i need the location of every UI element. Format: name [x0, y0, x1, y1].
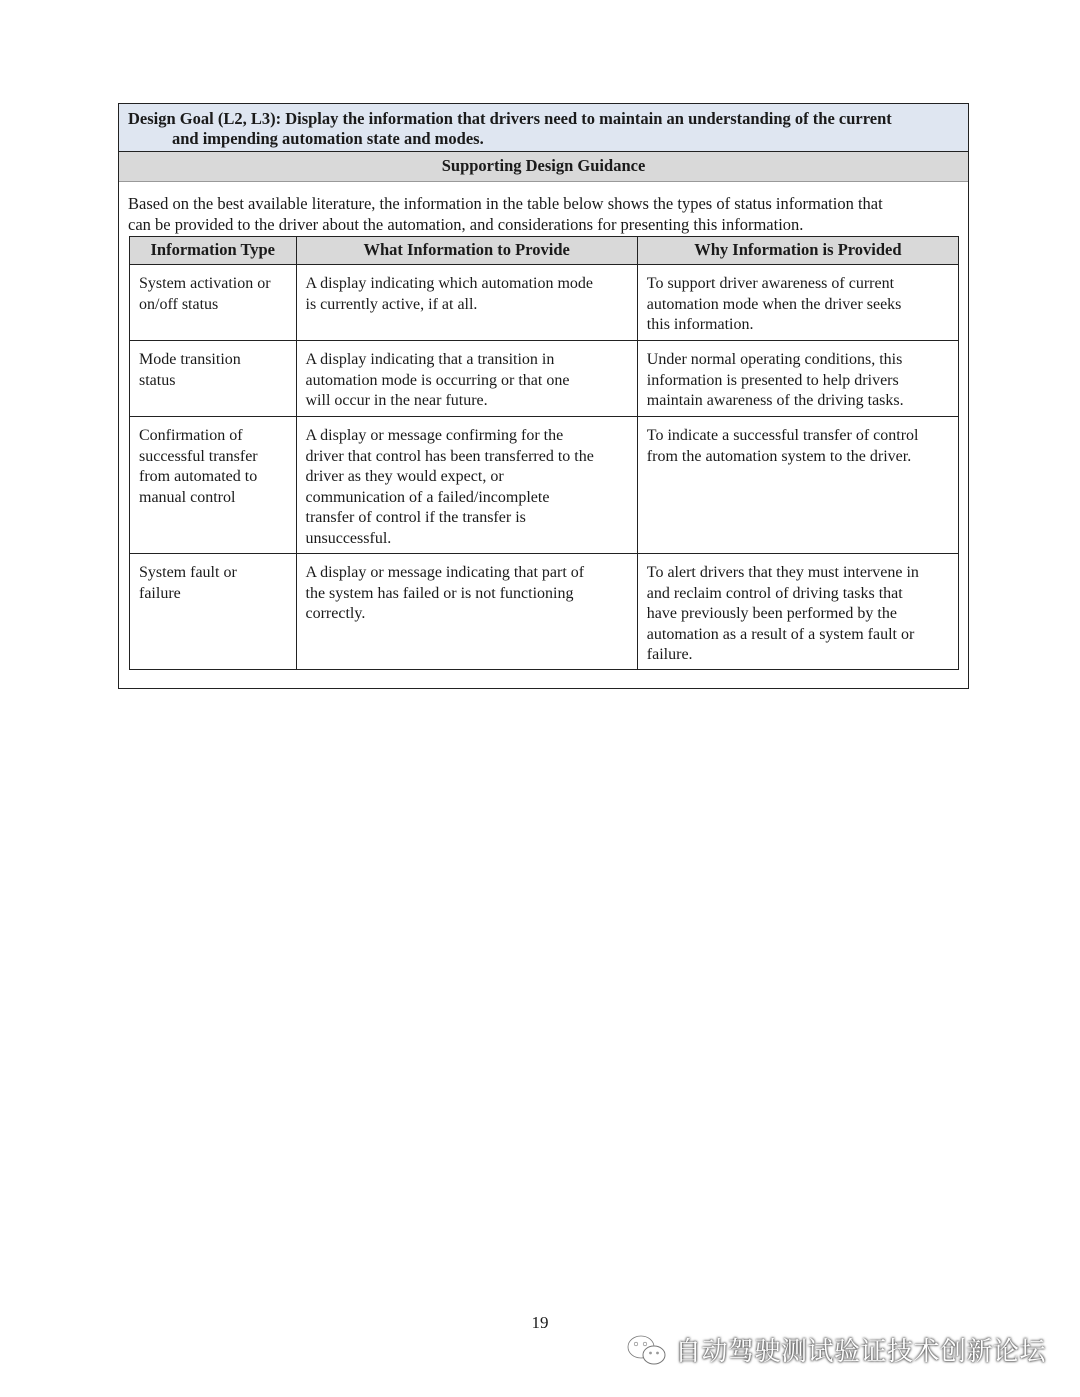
cell-line: Under normal operating conditions, this: [646, 351, 903, 368]
cell-line: To support driver awareness of current: [646, 275, 895, 292]
cell-line: driver as they would expect, or: [305, 468, 504, 485]
cell-line: automation mode is occurring or that one: [305, 371, 570, 389]
table-row: [130, 265, 959, 341]
header-why-information: Why Information is Provided: [637, 237, 958, 265]
cell-line: failure.: [646, 646, 693, 663]
cell-line: A display indicating which automation mode: [305, 275, 594, 292]
wechat-icon: [625, 1332, 669, 1368]
cell-line: unsuccessful.: [305, 529, 392, 547]
cell-information-type: [130, 554, 297, 670]
cell-why-provided: [637, 341, 958, 417]
cell-line: this information.: [646, 316, 754, 333]
cell-line: A display indicating that a transition in: [305, 351, 555, 368]
cell-line: System activation or: [139, 275, 271, 292]
cell-line: manual control: [139, 488, 236, 506]
cell-what-to-provide: [296, 341, 637, 417]
information-table: [129, 236, 959, 670]
cell-line: driver that control has been transferred to the: [305, 447, 594, 465]
intro-line-2: can be provided to the driver about the automation, and considerations for presenting this information.: [128, 215, 804, 234]
cell-why-provided: [637, 554, 958, 670]
cell-line: status: [139, 371, 176, 389]
cell-line: successful transfer: [139, 447, 258, 465]
cell-line: Confirmation of: [139, 427, 243, 444]
cell-information-type: [130, 265, 297, 341]
cell-line: will occur in the near future.: [305, 392, 488, 409]
supporting-design-guidance-header: Supporting Design Guidance: [119, 152, 968, 182]
cell-information-type: [130, 417, 297, 554]
table-header-row: [130, 237, 959, 265]
cell-line: A display or message indicating that part of: [305, 564, 585, 581]
cell-line: from automated to: [139, 468, 258, 485]
cell-line: To alert drivers that they must intervene in: [646, 564, 919, 581]
watermark-text: 自动驾驶测试验证技术创新论坛: [674, 1337, 1046, 1367]
cell-line: A display or message confirming for the: [305, 427, 564, 444]
header-information-type: Information Type: [130, 237, 297, 265]
cell-line: automation mode when the driver seeks: [646, 295, 902, 313]
watermark: [625, 1331, 1046, 1368]
cell-line: from the automation system to the driver.: [646, 447, 912, 465]
table-row: [130, 341, 959, 417]
cell-line: correctly.: [305, 605, 366, 622]
cell-line: maintain awareness of the driving tasks.: [646, 392, 904, 409]
design-goal-line-2: and impending automation state and modes.: [172, 129, 484, 148]
cell-line: System fault or: [139, 564, 237, 581]
cell-why-provided: [637, 417, 958, 554]
design-guidance-box: [118, 103, 969, 689]
header-what-information: What Information to Provide: [296, 237, 637, 265]
cell-what-to-provide: [296, 554, 637, 670]
page-number: 19: [531, 1313, 549, 1332]
cell-line: To indicate a successful transfer of control: [646, 427, 919, 444]
table-row: [130, 417, 959, 554]
table-row: [130, 554, 959, 670]
cell-information-type: [130, 341, 297, 417]
cell-line: communication of a failed/incomplete: [305, 488, 550, 506]
design-goal-line-1: Design Goal (L2, L3): Display the information that drivers need to maintain an understanding of the current: [128, 109, 892, 128]
cell-what-to-provide: [296, 417, 637, 554]
intro-line-1: Based on the best available literature, the information in the table below shows the types of status information that: [128, 194, 883, 213]
intro-paragraph: [119, 182, 968, 235]
cell-line: Mode transition: [139, 351, 241, 368]
cell-line: is currently active, if at all.: [305, 295, 478, 313]
cell-what-to-provide: [296, 265, 637, 341]
cell-line: transfer of control if the transfer is: [305, 509, 526, 526]
cell-line: have previously been performed by the: [646, 605, 897, 622]
cell-line: information is presented to help drivers: [646, 371, 899, 389]
design-goal-header: [119, 104, 968, 152]
cell-line: on/off status: [139, 295, 219, 313]
cell-line: and reclaim control of driving tasks that: [646, 584, 903, 602]
cell-line: failure: [139, 584, 181, 602]
cell-line: the system has failed or is not functioning: [305, 584, 574, 602]
cell-line: automation as a result of a system fault or: [646, 625, 915, 643]
cell-why-provided: [637, 265, 958, 341]
